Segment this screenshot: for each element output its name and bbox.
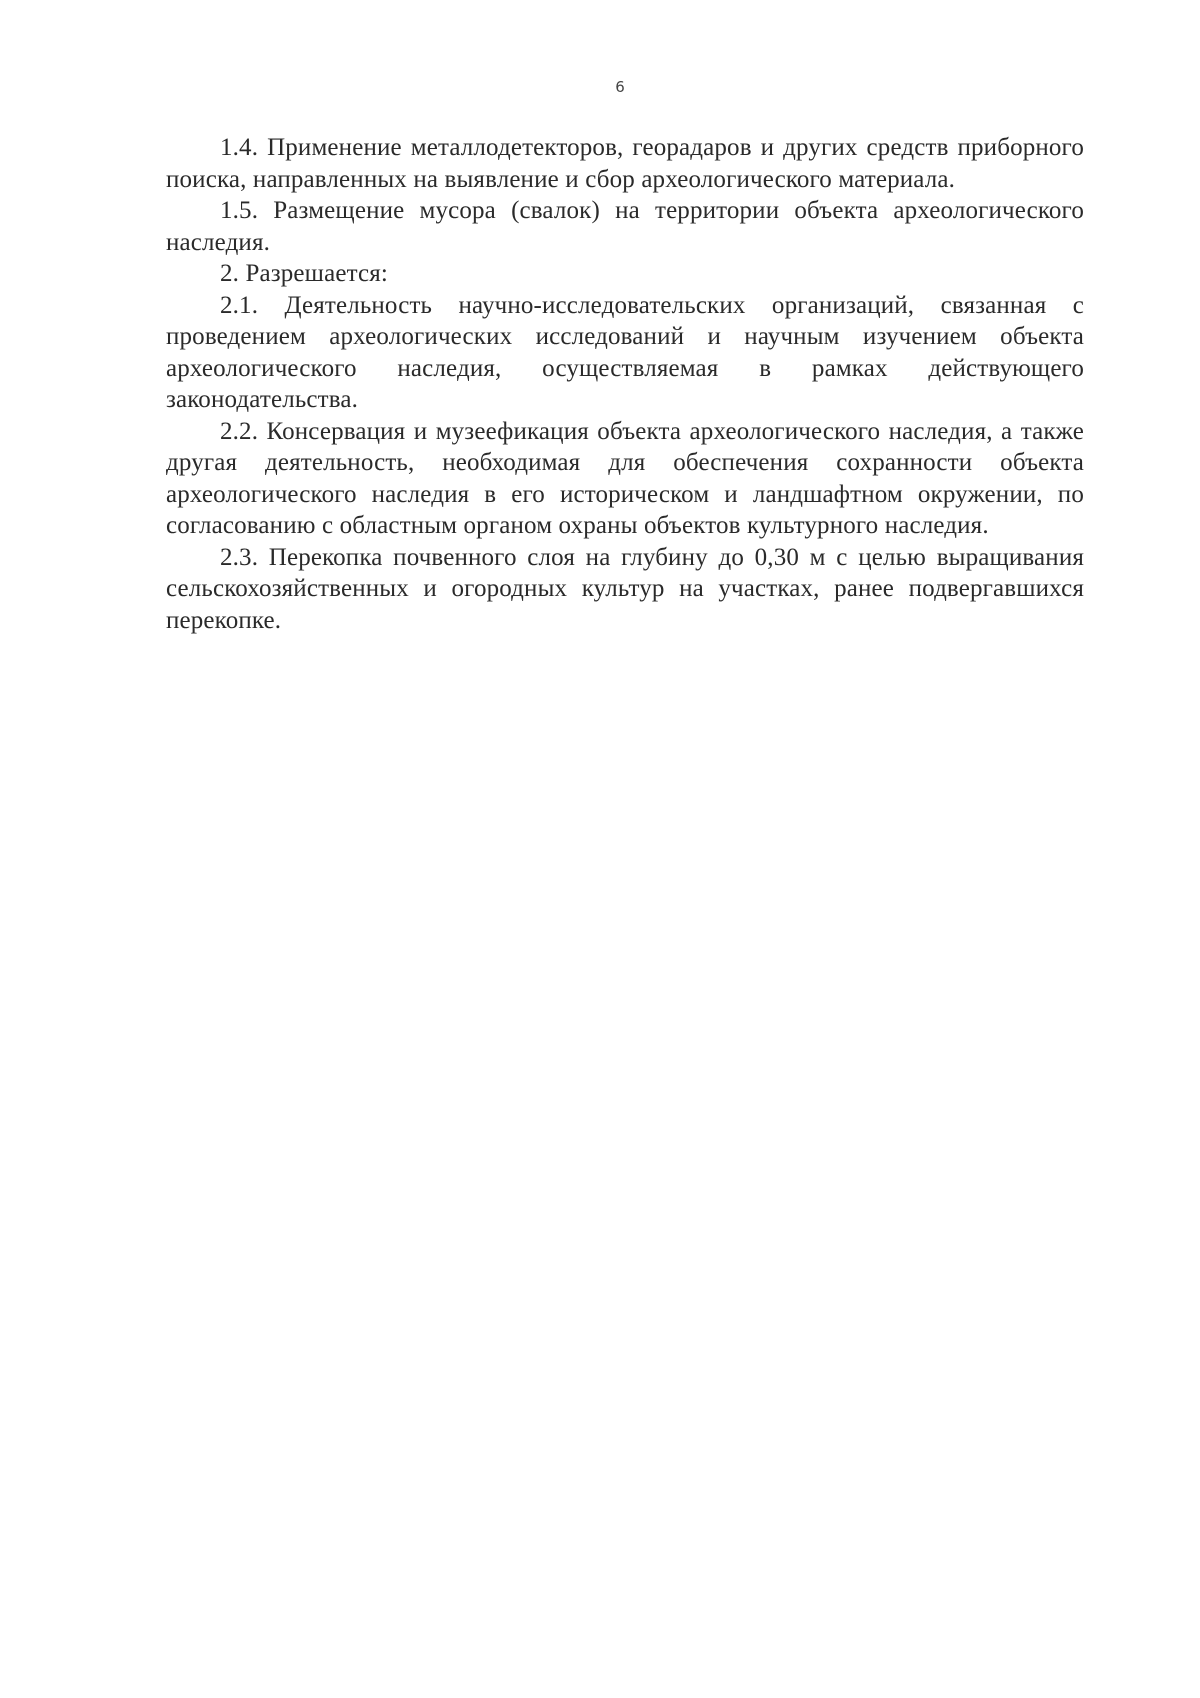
paragraph-2-2: 2.2. Консервация и музеефикация объекта археологического наследия, а также другая деятельность, необходимая для обеспечения сохранности объекта археологического наследия в его историческом и ландшафтном окружении, по согласованию с областным органом охраны объектов культурного наследия. (166, 417, 1084, 539)
document-body (166, 132, 1084, 636)
paragraph-1-5: 1.5. Размещение мусора (свалок) на территории объекта археологического наследия. (166, 197, 1084, 256)
paragraph-2-3: 2.3. Перекопка почвенного слоя на глубину до 0,30 м с целью выращивания сельскохозяйственных и огородных культур на участках, ранее подвергавшихся перекопке. (166, 543, 1084, 634)
paragraph-1-4: 1.4. Применение металлодетекторов, георадаров и других средств приборного поиска, направленных на выявление и сбор археологического материала. (166, 134, 1084, 193)
paragraph-2-heading: 2. Разрешается: (220, 260, 388, 287)
page-number: 6 (615, 78, 625, 96)
paragraph-2-1: 2.1. Деятельность научно-исследовательских организаций, связанная с проведением археологических исследований и научным изучением объекта археологического наследия, осуществляемая в рамках действующего законодательства. (166, 291, 1084, 413)
